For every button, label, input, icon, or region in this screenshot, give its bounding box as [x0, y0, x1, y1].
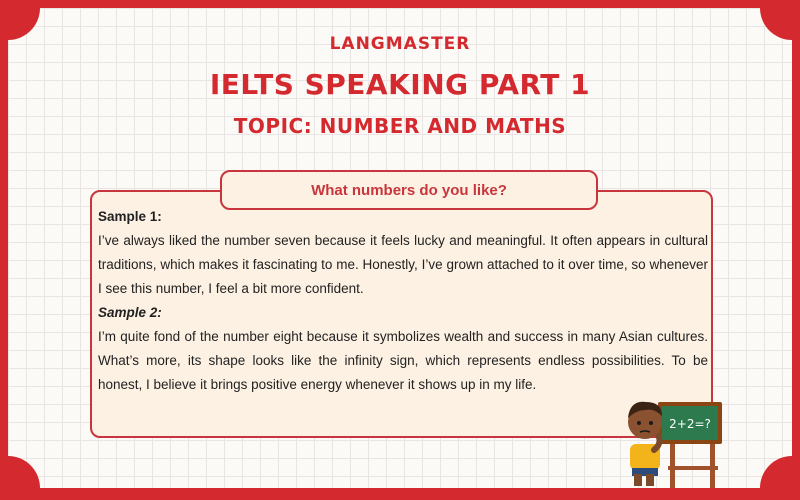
page-title: IELTS SPEAKING PART 1 [209, 68, 591, 101]
sample-2-text: I’m quite fond of the number eight because it symbolizes wealth and success in many Asian cultures. What’s more, its shape looks like the infinity sign, which represents endless possibilities. To be honest, I believe it brings positive energy whenever it shows up in my life. [98, 329, 708, 392]
corner-decoration [760, 456, 792, 488]
topic-subtitle: TOPIC: NUMBER AND MATHS [233, 114, 567, 138]
samples-content [98, 205, 708, 397]
question-text: What numbers do you like? [311, 181, 507, 199]
sample-1-text: I’ve always liked the number seven because it feels lucky and meaningful. It often appears in cultural traditions, which makes it fascinating to me. Honestly, I’ve grown attached to it over time, so whenever I see this number, I feel a bit more confident. [98, 233, 708, 296]
chalkboard-text: 2+2=? [669, 417, 711, 431]
corner-decoration [8, 456, 40, 488]
sample-2-label: Sample 2: [98, 305, 162, 320]
sample-1-label: Sample 1: [98, 209, 162, 224]
question-banner [220, 170, 598, 210]
brand-logo: LANGMASTER [329, 34, 471, 54]
thinking-boy-chalkboard-icon [618, 386, 726, 488]
